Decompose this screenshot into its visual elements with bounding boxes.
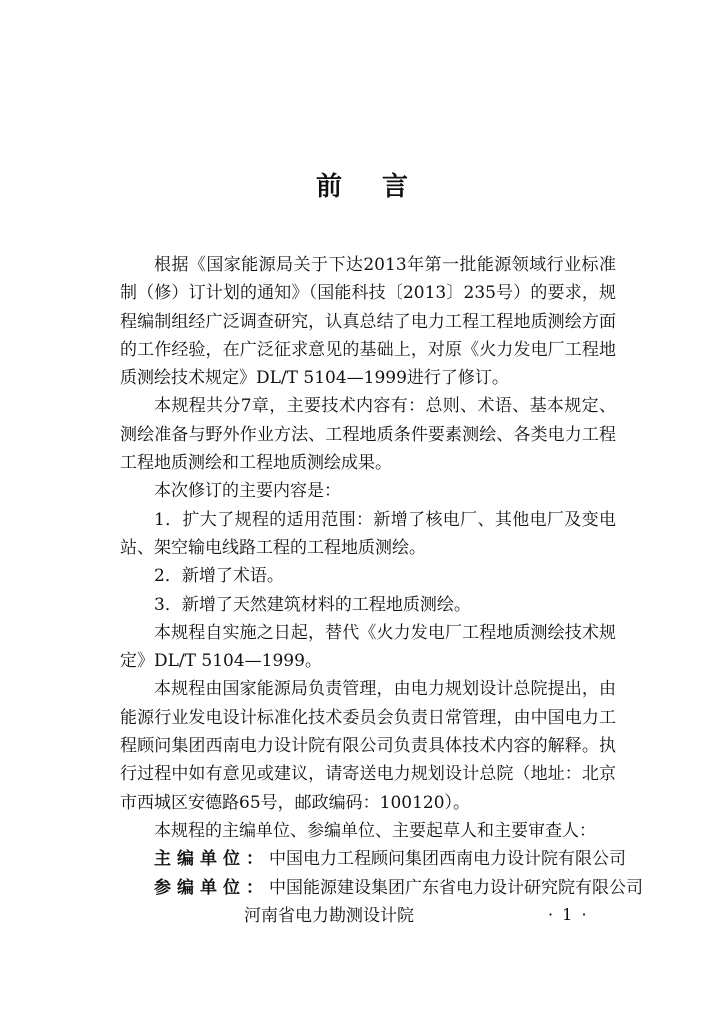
revision-item-3: 3．新增了天然建筑材料的工程地质测绘。 [154,594,471,615]
chief-editor-label: 主编单位： [154,849,269,870]
co-editor-label: 参编单位： [154,877,269,898]
revision-item-1: 1．扩大了规程的适用范围：新增了核电厂、其他电厂及变电站、架空输电线路工程的工程地质测绘。 [120,509,616,558]
paragraph-basis: 根据《国家能源局关于下达2013年第一批能源领域行业标准制（修）订计划的通知》（国能科技〔2013〕235号）的要求，规程编制组经广泛调查研究，认真总结了电力工程工程地质测绘方面的工作经验，在广泛征求意见的基础上，对原《火力发电厂工程地质测绘技术规定》DL/T 5104—1999进行了修订。 [120,255,616,389]
preface-body [120,251,643,930]
co-editor-row [120,874,643,902]
paragraph-revision-intro: 本次修订的主要内容是： [154,481,341,502]
revision-item-2: 2．新增了术语。 [154,566,284,587]
paragraph-units-intro: 本规程的主编单位、参编单位、主要起草人和主要审查人： [154,820,596,841]
paragraph-contents: 本规程共分7章，主要技术内容有：总则、术语、基本规定、测绘准备与野外作业方法、工程地质条件要素测绘、各类电力工程工程地质测绘和工程地质测绘成果。 [120,396,616,474]
chief-editor-unit: 中国电力工程顾问集团西南电力设计院有限公司 [269,849,626,870]
co-editor-unit-1: 中国能源建设集团广东省电力设计研究院有限公司 [269,877,643,898]
paragraph-management: 本规程由国家能源局负责管理，由电力规划设计总院提出，由能源行业发电设计标准化技术委员会负责日常管理，由中国电力工程顾问集团西南电力设计院有限公司负责具体技术内容的解释。执行过程中如有意见或建议，请寄送电力规划设计总院（地址：北京市西城区安德路65号，邮政编码：100120）。 [120,679,616,813]
paragraph-replacement: 本规程自实施之日起，替代《火力发电厂工程地质测绘技术规定》DL/T 5104—1999。 [120,622,616,672]
page-number: · 1 · [548,905,589,924]
co-editor-unit-2: 河南省电力勘测设计院 [244,905,414,926]
chief-editor-row [120,845,626,873]
page-title: 前言 [315,172,448,202]
